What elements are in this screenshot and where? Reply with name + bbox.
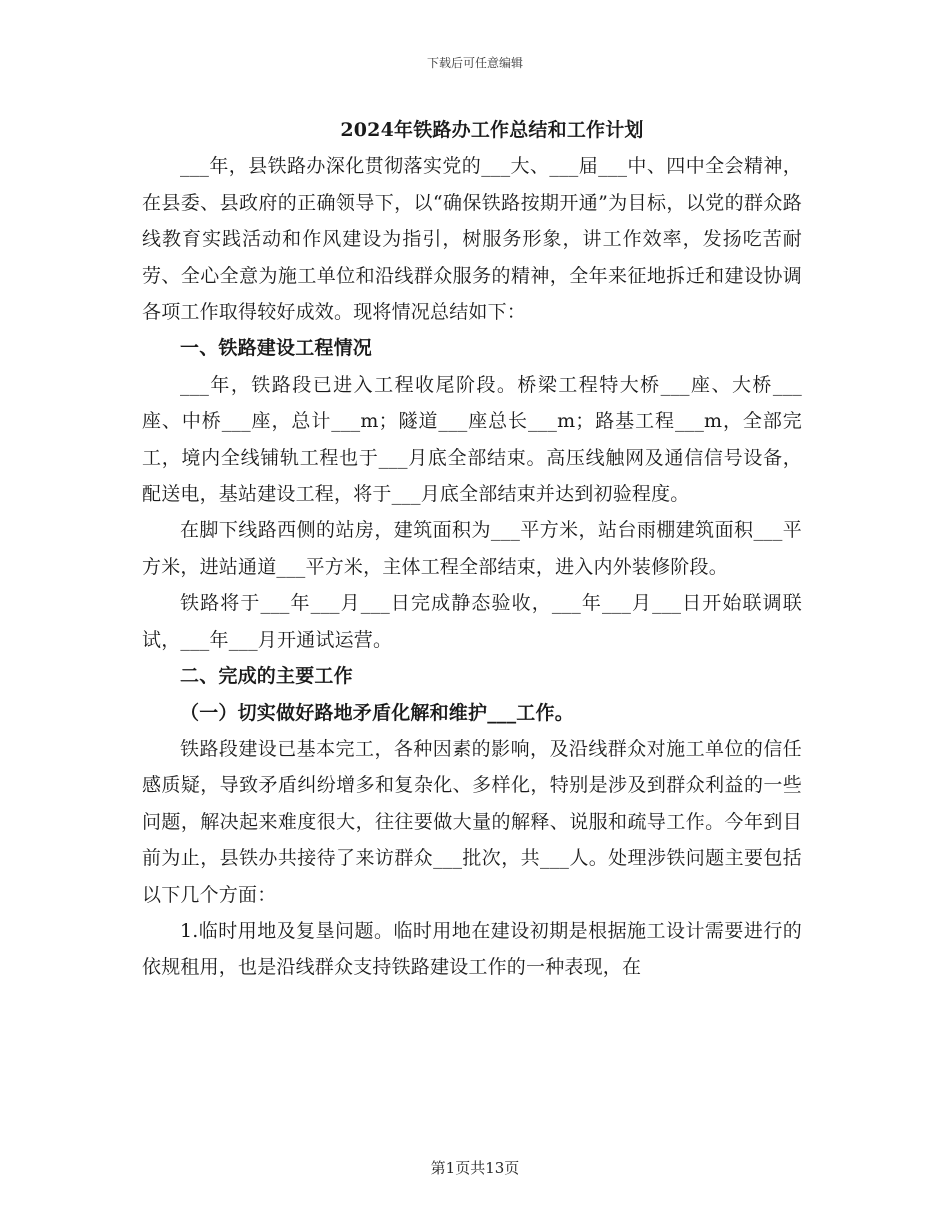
paragraph-construction: ___年，铁路段已进入工程收尾阶段。桥梁工程特大桥___座、大桥___座、中桥___座，总计___m；隧道___座总长___m；路基工程___m，全部完工，境内全线铺轨工程也于___月底全部结束。高压线触网及通信信号设备，配送电，基站建设工程，将于___月底全部结束并达到初验程度。 bbox=[142, 373, 802, 506]
paragraph-intro: ___年，县铁路办深化贯彻落实党的___大、___届___中、四中全会精神，在县委、县政府的正确领导下，以“确保铁路按期开通”为目标，以党的群众路线教育实践活动和作风建设为指引，树服务形象，讲工作效率，发扬吃苦耐劳、全心全意为施工单位和沿线群众服务的精神，全年来征地拆迁和建设协调各项工作取得较好成效。现将情况总结如下： bbox=[142, 155, 802, 324]
document-body bbox=[142, 112, 802, 986]
paragraph-station: 在脚下线路西侧的站房，建筑面积为___平方米，站台雨棚建筑面积___平方米，进站通道___平方米，主体工程全部结束，进入内外装修阶段。 bbox=[142, 519, 802, 578]
paragraph-schedule: 铁路将于___年___月___日完成静态验收，___年___月___日开始联调联试，___年___月开通试运营。 bbox=[142, 592, 802, 651]
paragraph-disputes: 铁路段建设已基本完工，各种因素的影响，及沿线群众对施工单位的信任感质疑，导致矛盾纠纷增多和复杂化、多样化，特别是涉及到群众利益的一些问题，解决起来难度很大，往往要做大量的解释、说服和疏导工作。今年到目前为止，县铁办共接待了来访群众___批次，共___人。处理涉铁问题主要包括以下几个方面： bbox=[142, 737, 802, 906]
page-number: 第1页共13页 bbox=[430, 1159, 520, 1177]
section-heading-2: 二、完成的主要工作 bbox=[180, 665, 353, 688]
section-heading-1: 一、铁路建设工程情况 bbox=[180, 337, 373, 360]
subsection-heading-1: （一）切实做好路地矛盾化解和维护___工作。 bbox=[180, 701, 574, 724]
paragraph-temporary-land: 1.临时用地及复垦问题。临时用地在建设初期是根据施工设计需要进行的依规租用，也是沿线群众支持铁路建设工作的一种表现，在 bbox=[142, 919, 802, 979]
header-note: 下载后可任意编辑 bbox=[426, 56, 523, 70]
document-title: 2024年铁路办工作总结和工作计划 bbox=[340, 119, 644, 141]
